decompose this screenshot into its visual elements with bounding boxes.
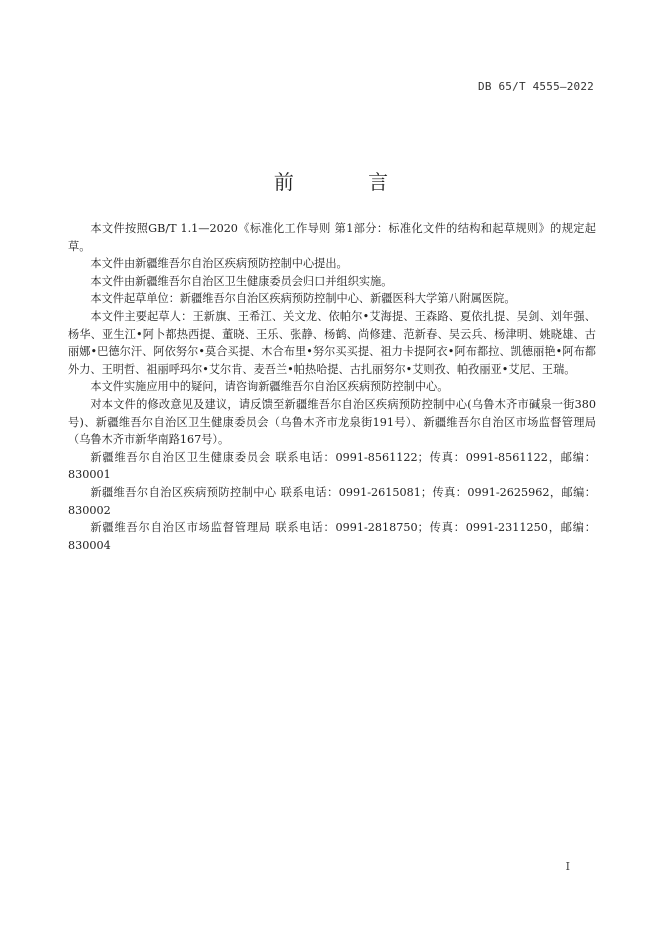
contact-line-health-commission: 新疆维吾尔自治区卫生健康委员会 联系电话：0991-8561122；传真：0991-8561122，邮编：830001 [68,450,596,482]
paragraph-drafting-units: 本文件起草单位：新疆维吾尔自治区疾病预防控制中心、新疆医科大学第八附属医院。 [90,292,516,306]
paragraph-drafters: 本文件主要起草人：王新旗、王希江、关文龙、依帕尔•艾海提、王森路、夏依扎提、吴剑、刘年强、杨华、亚生江•阿卜都热西提、董晓、王乐、张静、杨鹤、尚修建、范新春、吴云兵、杨津明、姚晓雄、古丽娜•巴德尔汗、阿依努尔•莫合买提、木合布里•努尔买买提、祖力卡提阿衣•阿布都拉、凯德丽艳•阿布都外力、王明哲、祖丽呼玛尔•艾尔肯、麦吾兰•帕热哈提、古扎丽努尔•艾则孜、帕孜丽亚•艾尼、王瑞。 [68,309,596,376]
contact-line-market-regulation: 新疆维吾尔自治区市场监督管理局 联系电话：0991-2818750；传真：0991-2311250，邮编：830004 [68,521,596,552]
paragraph-feedback: 对本文件的修改意见及建议，请反馈至新疆维吾尔自治区疾病预防控制中心(乌鲁木齐市碱泉一街380号)、新疆维吾尔自治区卫生健康委员会（乌鲁木齐市龙泉街191号）、新疆维吾尔自治区市场监督管理局（乌鲁木齐市新华南路167号）。 [68,397,596,447]
paragraph-inquiries: 本文件实施应用中的疑问，请咨询新疆维吾尔自治区疾病预防控制中心。 [90,380,449,394]
paragraph-administrator: 本文件由新疆维吾尔自治区卫生健康委员会归口并组织实施。 [90,274,393,288]
page-number: I [565,860,570,873]
paragraph-proposer: 本文件由新疆维吾尔自治区疾病预防控制中心提出。 [90,257,348,271]
foreword-body [68,220,596,554]
paragraph-standard-basis: 本文件按照GB/T 1.1—2020《标准化工作导则 第1部分：标准化文件的结构和起草规则》的规定起草。 [68,222,596,253]
page-title: 前 言 [273,170,423,194]
document-code: DB 65/T 4555—2022 [478,80,594,93]
contact-line-cdc: 新疆维吾尔自治区疾病预防控制中心 联系电话：0991-2615081；传真：0991-2625962，邮编：830002 [68,485,596,517]
